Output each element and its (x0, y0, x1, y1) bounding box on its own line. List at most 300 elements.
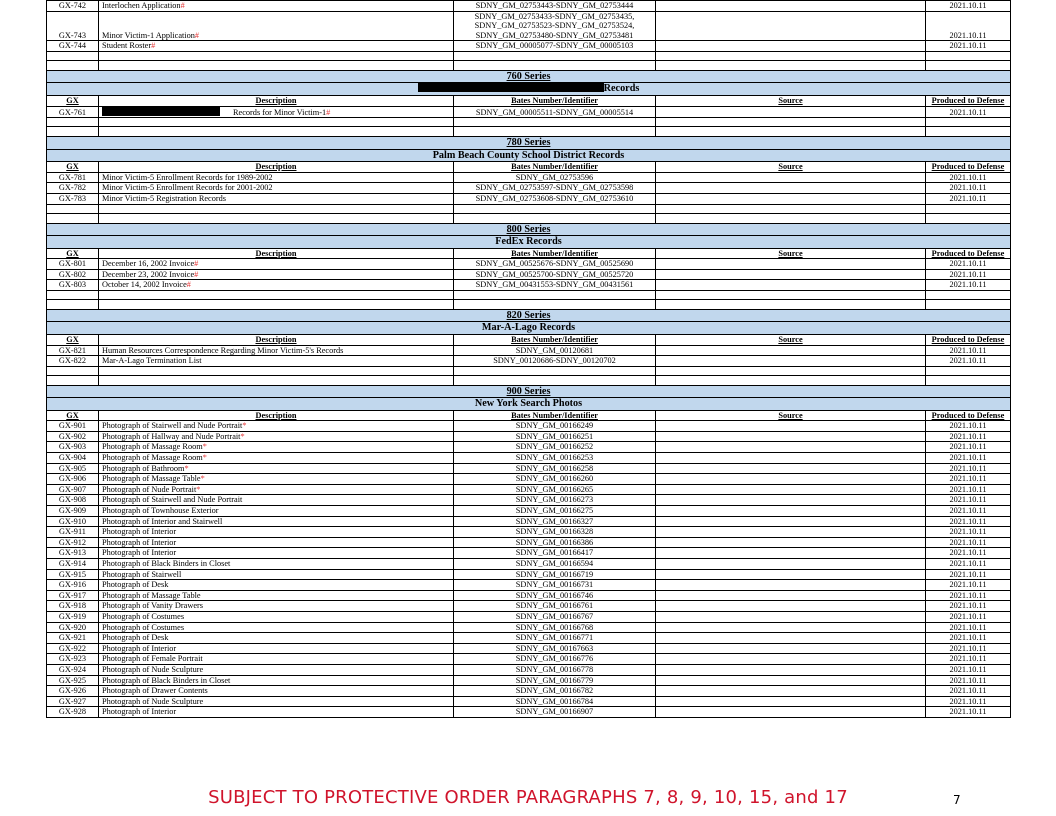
bates-number-text: SDNY_GM_00166252 (515, 442, 594, 452)
source (656, 643, 926, 654)
produced-date (926, 421, 1011, 432)
table-row (47, 106, 1011, 118)
produced-date-text: 2021.10.11 (949, 193, 987, 203)
marker-symbol: # (151, 41, 156, 51)
gx-number-text: GX-783 (58, 193, 87, 203)
spacer-row (47, 299, 1011, 309)
table-row (47, 559, 1011, 570)
bates-line: SDNY_GM_00005077-SDNY_GM_00005103 (475, 41, 634, 51)
series-title-cell (47, 149, 1011, 162)
gx-number (47, 463, 99, 474)
column-header-row (47, 410, 1011, 421)
gx-number (47, 442, 99, 453)
bates-number-text: SDNY_GM_00166907 (515, 707, 594, 717)
description-text: Minor Victim-5 Enrollment Records for 2001-2002 (102, 183, 273, 193)
empty-cell (454, 213, 656, 223)
table-row (47, 442, 1011, 453)
produced-date (926, 601, 1011, 612)
description (99, 345, 454, 356)
bates-number-text: SDNY_GM_00166275 (515, 506, 594, 516)
description-text: Photograph of Black Binders in Closet (102, 559, 231, 568)
description-text: Photograph of Stairwell and Nude Portrait (102, 421, 243, 431)
description (99, 559, 454, 570)
bates-number-text: SDNY_GM_00166249 (515, 421, 594, 431)
produced-date (926, 696, 1011, 707)
bates-number-text: SDNY_GM_00166771 (515, 633, 594, 643)
series-title (47, 149, 1011, 162)
empty-cell (656, 127, 926, 137)
gx-number-text: GX-742 (58, 1, 87, 10)
table-row (47, 484, 1011, 495)
series-number-text: 820 Series (506, 309, 551, 321)
produced-date (926, 633, 1011, 644)
produced-date (926, 431, 1011, 442)
gx-number-text: GX-801 (58, 259, 87, 269)
bates-number-text: SDNY_GM_00166776 (515, 654, 594, 664)
table-row (47, 590, 1011, 601)
source (656, 696, 926, 707)
description-text: Photograph of Female Portrait (102, 654, 203, 664)
header-source-text: Source (778, 334, 803, 344)
source (656, 548, 926, 559)
bates-line: SDNY_GM_02753480-SDNY_GM_02753481 (475, 30, 634, 40)
empty-cell (47, 375, 99, 385)
gx-number-text: GX-908 (58, 495, 87, 505)
table-row (47, 474, 1011, 485)
gx-number-text: GX-821 (58, 345, 87, 355)
description-text: Photograph of Hallway and Nude Portrait (102, 431, 241, 441)
header-source (656, 162, 926, 173)
header-gx-text: GX (66, 334, 79, 344)
source (656, 537, 926, 548)
produced-date-text: 2021.10.11 (949, 675, 987, 685)
description (99, 675, 454, 686)
empty-cell (454, 118, 656, 127)
bates-number-text: SDNY_GM_00166273 (515, 495, 594, 505)
header-bates (454, 95, 656, 106)
description-text: Photograph of Vanity Drawers (102, 601, 204, 611)
description (99, 453, 454, 464)
gx-number (47, 183, 99, 194)
gx-number-text: GX-913 (58, 548, 87, 558)
gx-number-text: GX-910 (58, 516, 87, 526)
produced-date (926, 707, 1011, 718)
produced-date-text: 2021.10.11 (949, 356, 987, 366)
produced-date (926, 1, 1011, 12)
table-row (47, 1, 1011, 12)
description (99, 463, 454, 474)
produced-date-text: 2021.10.11 (949, 516, 987, 526)
produced-date-text: 2021.10.11 (949, 643, 987, 653)
description-text: Photograph of Bathroom (102, 463, 185, 473)
bates-number (454, 11, 656, 41)
table-row (47, 643, 1011, 654)
series-title (47, 322, 1011, 335)
gx-number-text: GX-743 (58, 30, 87, 40)
source (656, 345, 926, 356)
bates-number-text: SDNY_GM_00525676-SDNY_GM_00525690 (475, 259, 634, 269)
gx-number-text: GX-905 (58, 463, 87, 473)
description (99, 280, 454, 291)
gx-number (47, 686, 99, 697)
series-title-text: Mar-A-Lago Records (481, 322, 576, 334)
bates-number (454, 622, 656, 633)
gx-number (47, 633, 99, 644)
marker-symbol: # (326, 107, 331, 117)
empty-cell (99, 213, 454, 223)
description-text: Photograph of Costumes (102, 622, 185, 632)
produced-date-text: 2021.10.11 (949, 463, 987, 473)
description-text: Photograph of Interior (102, 548, 177, 558)
bates-number-text: SDNY_GM_00166778 (515, 664, 594, 674)
description-text: December 16, 2002 Invoice (102, 259, 195, 269)
empty-cell (454, 204, 656, 213)
produced-date (926, 484, 1011, 495)
bates-number (454, 696, 656, 707)
series-title-text: Palm Beach County School District Records (432, 149, 625, 161)
bates-number-text: SDNY_GM_00166417 (515, 548, 594, 558)
description-text: Photograph of Desk (102, 633, 169, 643)
gx-number-text: GX-912 (58, 537, 87, 547)
header-description-text: Description (255, 162, 297, 172)
produced-date-text: 2021.10.11 (949, 41, 987, 51)
header-description (99, 162, 454, 173)
bates-number (454, 516, 656, 527)
produced-date-text: 2021.10.11 (949, 345, 987, 355)
produced-date-text: 2021.10.11 (949, 172, 987, 182)
table-row (47, 654, 1011, 665)
gx-number-text: GX-914 (58, 559, 87, 568)
table-row (47, 569, 1011, 580)
empty-cell (926, 118, 1011, 127)
bates-number-text: SDNY_GM_00166251 (515, 431, 594, 441)
bates-number-text: SDNY_GM_00166784 (515, 696, 594, 706)
description-text: Minor Victim-5 Registration Records (102, 193, 227, 203)
table-row (47, 537, 1011, 548)
description (99, 106, 454, 118)
produced-date-text: 2021.10.11 (949, 622, 987, 632)
description-text: Photograph of Massage Room (102, 442, 203, 452)
table-row (47, 707, 1011, 718)
produced-date-text: 2021.10.11 (949, 580, 987, 590)
gx-number (47, 431, 99, 442)
produced-date-text: 2021.10.11 (949, 548, 987, 558)
gx-number (47, 193, 99, 204)
header-description-text: Description (255, 410, 297, 420)
header-source (656, 248, 926, 259)
marker-symbol: # (194, 269, 199, 279)
header-bates-text: Bates Number/Identifier (511, 410, 598, 420)
source (656, 495, 926, 506)
produced-date (926, 453, 1011, 464)
description-text: Photograph of Interior (102, 707, 177, 717)
source (656, 559, 926, 570)
empty-cell (47, 127, 99, 137)
series-number-cell (47, 223, 1011, 236)
gx-number-text: GX-926 (58, 686, 87, 696)
gx-number-text: GX-782 (58, 183, 87, 193)
gx-number (47, 569, 99, 580)
empty-cell (454, 375, 656, 385)
produced-date-text: 2021.10.11 (949, 495, 987, 505)
series-title-cell (47, 398, 1011, 411)
header-source (656, 95, 926, 106)
table-row (47, 463, 1011, 474)
description-text: October 14, 2002 Invoice (102, 280, 187, 290)
header-bates-text: Bates Number/Identifier (511, 334, 598, 344)
empty-cell (99, 51, 454, 60)
gx-number (47, 696, 99, 707)
gx-number-text: GX-911 (59, 527, 86, 537)
bates-number (454, 193, 656, 204)
bates-number (454, 183, 656, 194)
source (656, 453, 926, 464)
bates-number-text: SDNY_GM_00166768 (515, 622, 594, 632)
bates-number (454, 506, 656, 517)
gx-number (47, 484, 99, 495)
description (99, 580, 454, 591)
description (99, 548, 454, 559)
source (656, 474, 926, 485)
gx-number (47, 506, 99, 517)
produced-date-text: 2021.10.11 (949, 633, 987, 643)
header-gx (47, 334, 99, 345)
header-bates (454, 334, 656, 345)
series-number-cell (47, 309, 1011, 322)
produced-date (926, 172, 1011, 183)
description (99, 590, 454, 601)
produced-date-text: 2021.10.11 (949, 280, 987, 290)
description (99, 193, 454, 204)
bates-number-text: SDNY_GM_00166719 (515, 569, 594, 579)
source (656, 675, 926, 686)
bates-number (454, 474, 656, 485)
bates-number (454, 675, 656, 686)
series-title-text: FedEx Records (495, 236, 562, 248)
header-produced-text: Produced to Defense (931, 248, 1005, 258)
produced-date-text: 2021.10.11 (949, 707, 987, 717)
header-description-text: Description (255, 248, 297, 258)
gx-number (47, 345, 99, 356)
marker-symbol: * (202, 453, 207, 463)
source (656, 259, 926, 270)
table-row (47, 516, 1011, 527)
gx-number-text: GX-919 (58, 611, 87, 621)
empty-cell (656, 60, 926, 70)
header-gx-text: GX (66, 95, 79, 105)
gx-number-text: GX-904 (58, 453, 87, 463)
description-text: Photograph of Massage Room (102, 453, 203, 463)
source (656, 442, 926, 453)
empty-cell (47, 51, 99, 60)
description (99, 611, 454, 622)
header-produced (926, 334, 1011, 345)
header-produced-text: Produced to Defense (931, 95, 1005, 105)
produced-date-text: 2021.10.11 (949, 431, 987, 441)
header-source-text: Source (778, 162, 803, 172)
description-text: Human Resources Correspondence Regarding Minor Victim-5's Records (102, 345, 344, 355)
description-text: Photograph of Nude Sculpture (102, 696, 204, 706)
source (656, 580, 926, 591)
gx-number-text: GX-915 (58, 569, 87, 579)
description-text: Photograph of Interior (102, 537, 177, 547)
produced-date-text: 2021.10.11 (949, 259, 987, 269)
column-header-row (47, 248, 1011, 259)
table-row (47, 696, 1011, 707)
marker-symbol: * (202, 442, 207, 452)
source (656, 421, 926, 432)
description (99, 484, 454, 495)
description (99, 707, 454, 718)
description-text: Photograph of Massage Table (102, 474, 201, 484)
empty-cell (656, 299, 926, 309)
gx-number-text: GX-903 (58, 442, 87, 452)
table-row (47, 548, 1011, 559)
bates-line: SDNY_GM_02753433-SDNY_GM_02753435, (474, 11, 635, 21)
bates-number (454, 580, 656, 591)
description-text: Photograph of Stairwell (102, 569, 182, 579)
produced-date-text: 2021.10.11 (949, 1, 987, 10)
header-source-text: Source (778, 95, 803, 105)
marker-symbol: * (240, 431, 245, 441)
header-bates (454, 248, 656, 259)
header-gx-text: GX (66, 162, 79, 172)
source (656, 356, 926, 367)
source (656, 41, 926, 52)
bates-number-text: SDNY_GM_02753608-SDNY_GM_02753610 (475, 193, 634, 203)
empty-cell (926, 213, 1011, 223)
source (656, 172, 926, 183)
description-text: Photograph of Black Binders in Closet (102, 675, 231, 685)
marker-symbol: * (200, 474, 205, 484)
produced-date (926, 506, 1011, 517)
header-produced (926, 95, 1011, 106)
gx-number-text: GX-907 (58, 484, 87, 494)
exhibit-table-body (47, 1, 1011, 718)
bates-number-text: SDNY_GM_00166253 (515, 453, 594, 463)
source (656, 633, 926, 644)
spacer-row (47, 60, 1011, 70)
description (99, 601, 454, 612)
marker-symbol: * (196, 484, 201, 494)
produced-date (926, 280, 1011, 291)
series-number-text: 760 Series (506, 70, 551, 82)
description-text: Photograph of Desk (102, 580, 169, 590)
empty-cell (47, 290, 99, 299)
bates-number (454, 463, 656, 474)
source (656, 463, 926, 474)
bates-number (454, 601, 656, 612)
table-row (47, 664, 1011, 675)
description (99, 474, 454, 485)
produced-date-text: 2021.10.11 (949, 506, 987, 516)
gx-number (47, 172, 99, 183)
gx-number (47, 269, 99, 280)
header-bates-text: Bates Number/Identifier (511, 248, 598, 258)
gx-number-text: GX-923 (58, 654, 87, 664)
source (656, 193, 926, 204)
header-description (99, 410, 454, 421)
series-title-text: New York Search Photos (474, 398, 583, 410)
produced-date (926, 643, 1011, 654)
produced-date (926, 527, 1011, 538)
source (656, 484, 926, 495)
description (99, 431, 454, 442)
table-row (47, 506, 1011, 517)
bates-number-text: SDNY_GM_02753596 (515, 172, 594, 182)
series-number (47, 137, 1011, 150)
source (656, 654, 926, 665)
source (656, 106, 926, 118)
series-number-cell (47, 70, 1011, 83)
bates-number-text: SDNY_GM_00120681 (515, 345, 594, 355)
description (99, 442, 454, 453)
description-text: Minor Victim-5 Enrollment Records for 1989-2002 (102, 172, 273, 182)
produced-date (926, 537, 1011, 548)
empty-cell (926, 204, 1011, 213)
description-text: Mar-A-Lago Termination List (102, 356, 202, 366)
description (99, 664, 454, 675)
marker-symbol: # (180, 1, 185, 10)
gx-number (47, 259, 99, 270)
description (99, 569, 454, 580)
header-produced (926, 410, 1011, 421)
gx-number-text: GX-928 (58, 707, 87, 717)
gx-number-text: GX-921 (58, 633, 87, 643)
column-header-row (47, 162, 1011, 173)
bates-number-text: SDNY_GM_00166258 (515, 463, 594, 473)
gx-number (47, 516, 99, 527)
series-title-cell (47, 236, 1011, 249)
gx-number-text: GX-917 (58, 590, 87, 600)
series-title-cell (47, 83, 1011, 96)
description-text: Interlochen Application (102, 1, 181, 10)
series-number (47, 223, 1011, 236)
empty-cell (47, 60, 99, 70)
produced-date-text: 2021.10.11 (949, 421, 987, 431)
header-source (656, 410, 926, 421)
produced-date (926, 569, 1011, 580)
description (99, 643, 454, 654)
gx-number-text: GX-802 (58, 269, 87, 279)
empty-cell (926, 299, 1011, 309)
series-number (47, 385, 1011, 398)
produced-date (926, 106, 1011, 118)
produced-date-text: 2021.10.11 (949, 664, 987, 674)
empty-cell (656, 375, 926, 385)
spacer-row (47, 375, 1011, 385)
produced-date-text: 2021.10.11 (949, 30, 987, 40)
gx-number (47, 280, 99, 291)
bates-number (454, 527, 656, 538)
description (99, 269, 454, 280)
bates-number (454, 1, 656, 12)
marker-symbol: * (242, 421, 247, 431)
description-text: Photograph of Townhouse Exterior (102, 506, 219, 516)
header-description-text: Description (255, 95, 297, 105)
protective-order-footer: SUBJECT TO PROTECTIVE ORDER PARAGRAPHS 7, 8, 9, 10, 15, and 17 (208, 787, 848, 808)
empty-cell (656, 118, 926, 127)
bates-number-text: SDNY_GM_00166260 (515, 474, 594, 484)
empty-cell (99, 366, 454, 375)
produced-date (926, 463, 1011, 474)
gx-number (47, 643, 99, 654)
description-text: Photograph of Stairwell and Nude Portrait (102, 495, 243, 505)
header-produced (926, 248, 1011, 259)
gx-number-text: GX-744 (58, 41, 87, 51)
gx-number-text: GX-906 (58, 474, 87, 484)
series-title-text: Records (603, 83, 640, 95)
